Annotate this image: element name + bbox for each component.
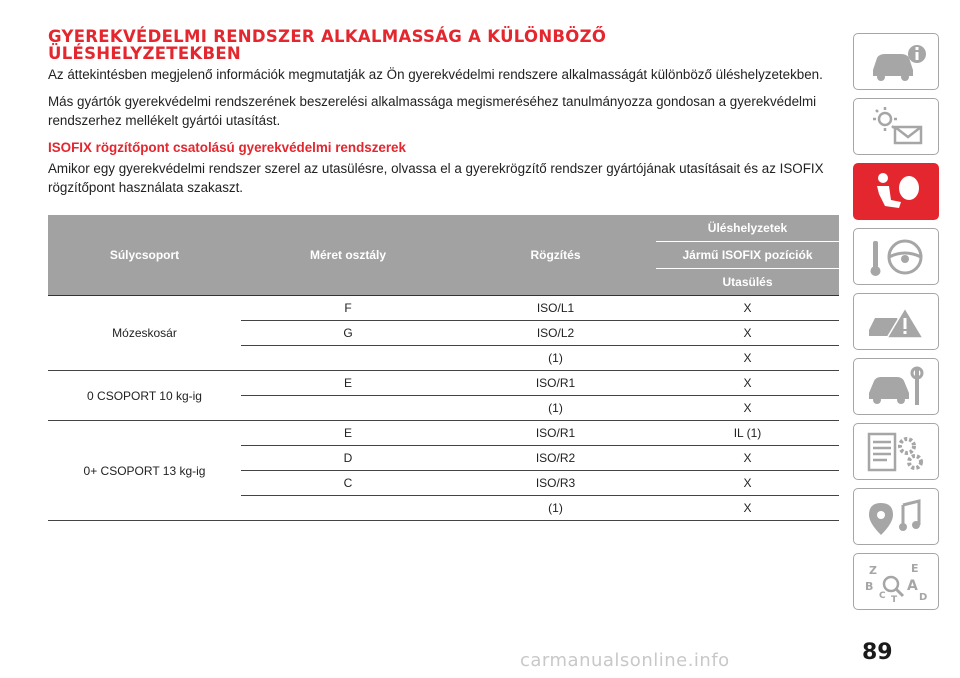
paragraph-1: Az áttekintésben megjelenő információk megmutatják az Ön gyerekvédelmi rendszere alkalmasságát különböző üléshelyzetekben.	[48, 67, 823, 82]
table-body	[48, 296, 839, 521]
index-letters-icon	[861, 560, 931, 604]
passenger-cell: X	[656, 396, 839, 421]
fixing-cell: (1)	[455, 346, 656, 371]
warning-lights-icon	[861, 105, 931, 149]
title-line-2: ÜLÉSHELYZETEKBEN	[48, 44, 242, 63]
size-cell: E	[241, 421, 455, 446]
svg-text:B: B	[865, 579, 874, 593]
specs-gears-icon	[861, 430, 931, 474]
passenger-cell: IL (1)	[656, 421, 839, 446]
passenger-cell: X	[656, 321, 839, 346]
multimedia-icon	[861, 495, 931, 539]
page-title	[48, 28, 840, 62]
tab-service[interactable]	[853, 358, 939, 415]
fixing-cell: ISO/R1	[455, 371, 656, 396]
isofix-table	[48, 215, 839, 521]
intro-paragraph: Amikor egy gyerekvédelmi rendszer szerel az utasülésre, olvassa el a gyerekrögzítő rendszer gyártójának utasításait és az ISOFIX rögzítőpont használata szakaszt.	[48, 161, 824, 195]
section-subheading: ISOFIX rögzítőpont csatolású gyerekvédelmi rendszerek	[48, 140, 406, 155]
svg-text:Z: Z	[869, 563, 877, 577]
tab-warning-lights[interactable]	[853, 98, 939, 155]
svg-text:C: C	[879, 590, 886, 601]
fixing-cell: ISO/L1	[455, 296, 656, 321]
table-row	[48, 421, 839, 446]
airbag-seat-icon	[861, 170, 931, 214]
header-weight: Súlycsoport	[48, 215, 241, 296]
steering-wheel-icon	[861, 235, 931, 279]
fixing-cell: ISO/R1	[455, 421, 656, 446]
title-line-1: GYEREKVÉDELMI RENDSZER ALKALMASSÁG A KÜLÖNBÖZŐ	[48, 27, 607, 46]
size-cell: C	[241, 471, 455, 496]
header-vehicle: Jármű ISOFIX pozíciók	[656, 242, 839, 269]
svg-text:E: E	[911, 561, 919, 575]
chapter-sidebar	[853, 33, 939, 618]
passenger-cell: X	[656, 496, 839, 521]
weight-group-cell: 0 CSOPORT 10 kg-ig	[48, 371, 241, 421]
table-row	[48, 371, 839, 396]
car-service-icon	[861, 365, 931, 409]
fixing-cell: ISO/L2	[455, 321, 656, 346]
size-cell: G	[241, 321, 455, 346]
size-cell	[241, 496, 455, 521]
header-size: Méret osztály	[241, 215, 455, 296]
fixing-cell: (1)	[455, 396, 656, 421]
fixing-cell: (1)	[455, 496, 656, 521]
tab-car-info[interactable]	[853, 33, 939, 90]
tab-specs[interactable]	[853, 423, 939, 480]
table-row	[48, 296, 839, 321]
header-passenger: Utasülés	[656, 269, 839, 296]
passenger-cell: X	[656, 446, 839, 471]
page-content	[48, 28, 840, 205]
tab-safety[interactable]	[853, 163, 939, 220]
car-info-icon	[861, 40, 931, 84]
svg-text:T: T	[891, 594, 898, 604]
tab-emergency[interactable]	[853, 293, 939, 350]
passenger-cell: X	[656, 471, 839, 496]
page-number: 89	[862, 640, 893, 665]
watermark: carmanualsonline.info	[520, 650, 730, 671]
paragraph-2: Más gyártók gyerekvédelmi rendszerének beszerelési alkalmassága megismeréséhez tanulmányozza gondosan a gyerekvédelmi rendszerhez mellékelt gyártói utasítást.	[48, 94, 817, 128]
header-seating: Üléshelyzetek	[656, 215, 839, 242]
accident-icon	[861, 300, 931, 344]
tab-starting[interactable]	[853, 228, 939, 285]
passenger-cell: X	[656, 296, 839, 321]
svg-text:A: A	[907, 577, 918, 594]
header-fixing: Rögzítés	[455, 215, 656, 296]
size-cell	[241, 346, 455, 371]
size-cell: D	[241, 446, 455, 471]
weight-group-cell: 0+ CSOPORT 13 kg-ig	[48, 421, 241, 521]
fixing-cell: ISO/R2	[455, 446, 656, 471]
svg-text:D: D	[919, 591, 928, 603]
fixing-cell: ISO/R3	[455, 471, 656, 496]
passenger-cell: X	[656, 346, 839, 371]
weight-group-cell: Mózeskosár	[48, 296, 241, 371]
tab-index[interactable]	[853, 553, 939, 610]
size-cell	[241, 396, 455, 421]
size-cell: F	[241, 296, 455, 321]
passenger-cell: X	[656, 371, 839, 396]
tab-multimedia[interactable]	[853, 488, 939, 545]
size-cell: E	[241, 371, 455, 396]
